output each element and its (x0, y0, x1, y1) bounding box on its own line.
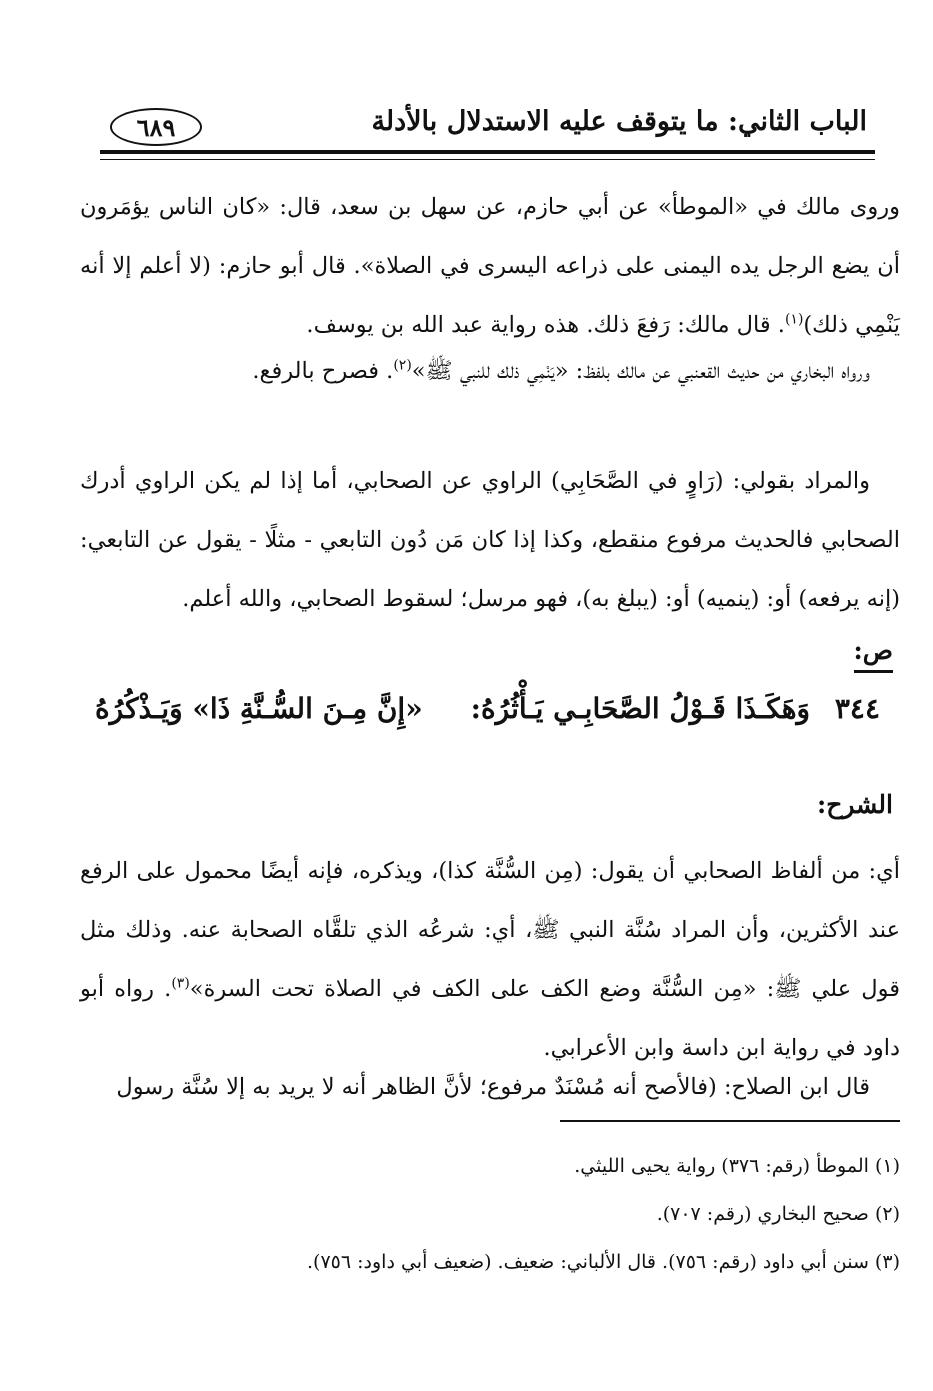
footnote-3: (٣) سنن أبي داود (رقم: ٧٥٦). قال الألباني: ضعيف. (ضعيف أبي داود: ٧٥٦). (307, 1251, 900, 1273)
paragraph-meaning (80, 452, 900, 629)
paragraph-text-tail: . قال مالك: رَفعَ ذلك. هذه رواية عبد الله بن يوسف. (306, 312, 785, 338)
paragraph-text: قال ابن الصلاح: (فالأصح أنه مُسْنَدٌ مرفوع؛ لأنَّ الظاهر أنه لا يريد به إلا سُنَّة رسول (116, 1074, 870, 1100)
footnote-marker-2[interactable]: (٢) (393, 357, 412, 374)
paragraph-text-tail: . فصرح بالرفع. (252, 358, 394, 384)
page-number-badge: ٦٨٩ (110, 108, 202, 146)
footnote-1: (١) الموطأ (رقم: ٣٧٦) رواية يحيى الليثي. (574, 1155, 900, 1177)
paragraph-bukhari-narration (80, 342, 900, 401)
verse-first-hemistich: وَهَكَـذَا قَـوْلُ الصَّحَابِـي يَـأْثُرُهُ: (470, 692, 810, 725)
text-heading-sad: ص: (854, 634, 893, 673)
footnote-marker-1[interactable]: (١) (784, 311, 804, 328)
footnote-divider (560, 1120, 900, 1122)
commentary-heading: الشرح: (816, 790, 893, 819)
paragraph-text: ورواه البخاري من حديث القعنبي عن مالك بلفظ: «يَنْمِي ذلك للنبي ﷺ» (411, 358, 870, 384)
paragraph-text: والمراد بقولي: (رَاوٍ في الصَّحَابِي) الراوي عن الصحابي، أما إذا لم يكن الراوي أدرك الصحابي فالحديث مرفوع منقطع، وكذا إذا كان مَن دُون التابعي - مثلًا - يقول عن التابعي: (إنه يرفعه) أو: (ينميه) أو: (يبلغ به)، فهو مرسل؛ لسقوط الصحابي، والله أعلم. (80, 468, 900, 612)
verse-number: ٣٤٤ (834, 692, 880, 725)
footnote-2: (٢) صحيح البخاري (رقم: ٧٠٧). (656, 1203, 900, 1225)
paragraph-malik-narration (80, 178, 900, 355)
paragraph-text: وروى مالك في «الموطأ» عن أبي حازم، عن سهل بن سعد، قال: «كان الناس يؤمَرون أن يضع الرجل يده اليمنى على ذراعه اليسرى في الصلاة». قال أبو حازم: (لا أعلم إلا أنه يَنْمِي ذلك) (80, 194, 900, 338)
paragraph-commentary (80, 842, 900, 1078)
paragraph-text: أي: من ألفاظ الصحابي أن يقول: (مِن السُّنَّة كذا)، ويذكره، فإنه أيضًا محمول على الرفع عند الأكثرين، وأن المراد سُنَّة النبي ﷺ، أي: شرعُه الذي تلقَّاه الصحابة عنه. وذلك مثل قول علي ﷺ: «مِن السُّنَّة وضع الكف على الكف في الصلاة تحت السرة» (80, 858, 900, 1002)
paragraph-text-tail: . رواه أبو داود في رواية ابن داسة وابن الأعرابي. (80, 976, 900, 1061)
chapter-title: الباب الثاني: ما يتوقف عليه الاستدلال بالأدلة (371, 106, 867, 137)
header-divider (100, 150, 875, 160)
verse-line (95, 692, 880, 742)
verse-second-hemistich: «إِنَّ مِـنَ السُّـنَّةِ ذَا» وَيَـذْكُرُهُ (95, 692, 423, 725)
paragraph-ibn-salah (80, 1058, 900, 1117)
page-header (100, 96, 875, 152)
footnote-marker-3[interactable]: (٣) (171, 975, 190, 992)
